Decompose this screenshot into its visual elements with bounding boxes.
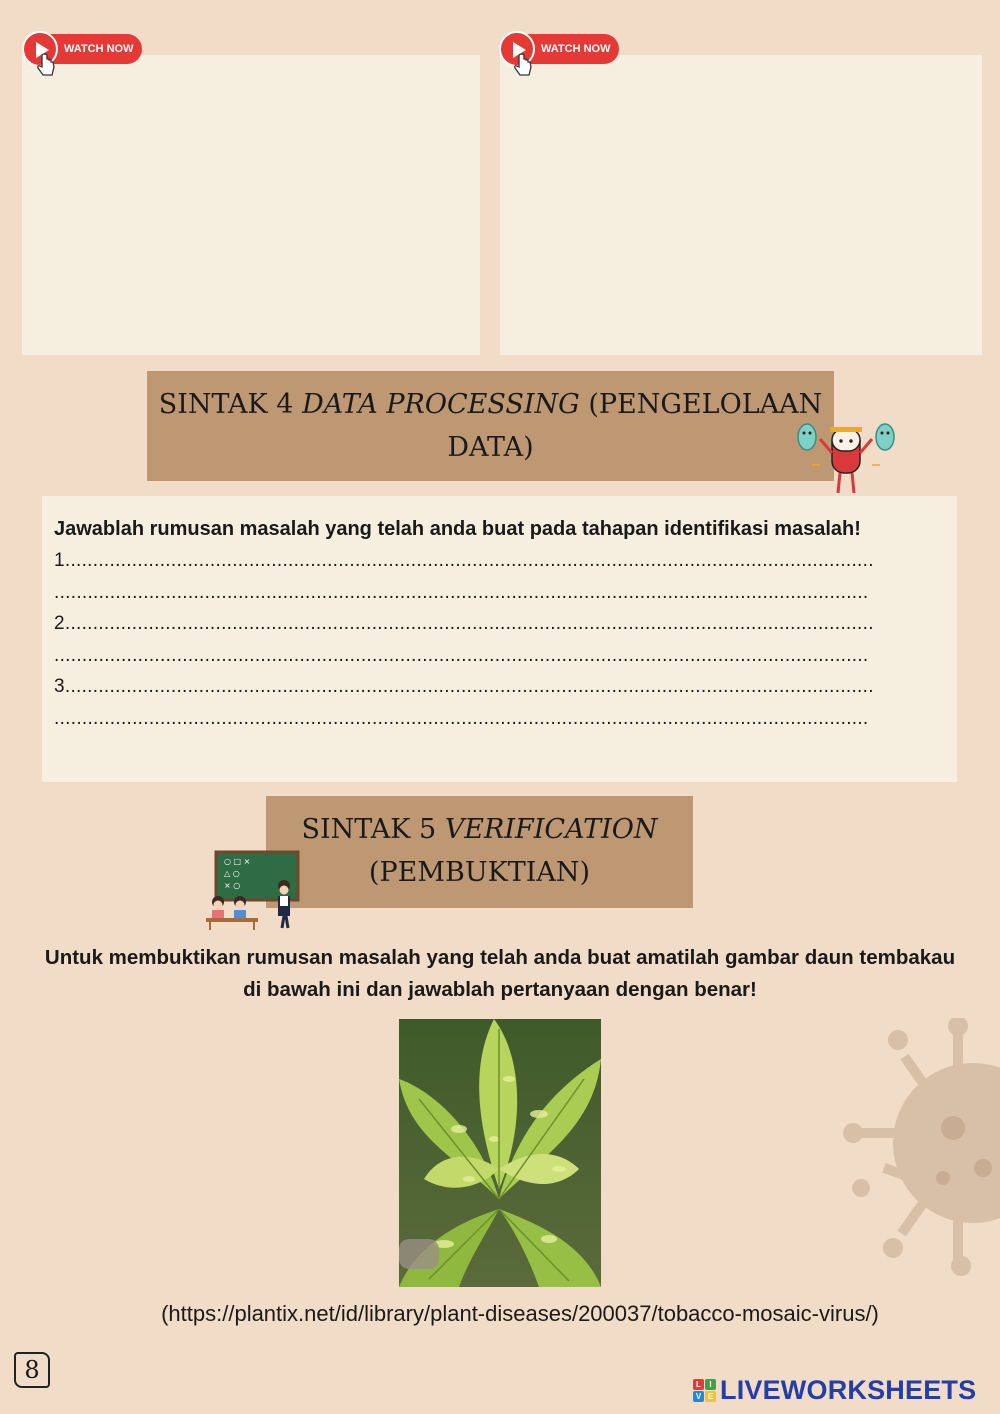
answer-question: Jawablah rumusan masalah yang telah anda buat pada tahapan identifikasi masalah! [54, 518, 861, 540]
answer-line-1a[interactable]: 1................................................................................................................................................. [54, 550, 874, 571]
watch-now-button-2[interactable] [499, 34, 619, 64]
logo-letter-v: V [693, 1391, 704, 1402]
classroom-icon [202, 850, 302, 932]
watch-now-label-1: WATCH NOW [64, 43, 134, 55]
answer-line-3a[interactable]: 3................................................................................................................................................. [54, 676, 874, 697]
liveworksheets-logo-icon [693, 1379, 716, 1402]
tobacco-leaf-image [399, 1019, 601, 1287]
svg-text:× ○: × ○ [224, 881, 241, 890]
answer-line-3b[interactable]: .................................................................................................................................................. [54, 707, 869, 729]
answer-line-2b[interactable]: .................................................................................................................................................. [54, 644, 869, 666]
answer-box [42, 496, 957, 782]
answer-line-1b[interactable]: .................................................................................................................................................. [54, 581, 869, 603]
section-5-suffix: (PEMBUKTIAN) [368, 857, 591, 888]
hand-cursor-icon [38, 54, 54, 75]
bacteria-icon [792, 415, 902, 497]
instruction-text: Untuk membuktikan rumusan masalah yang telah anda buat amatilah gambar daun tembakau di bawah ini dan jawablah pertanyaan dengan benar! [44, 946, 956, 1001]
watch-now-button-1[interactable] [22, 34, 142, 64]
svg-text:△ ○: △ ○ [224, 869, 240, 878]
virus-icon [843, 1018, 1000, 1278]
video-frame-1[interactable] [22, 55, 480, 355]
svg-text:○ □ ×: ○ □ × [224, 857, 251, 866]
watch-now-label-2: WATCH NOW [541, 43, 611, 55]
logo-letter-i: I [705, 1379, 716, 1390]
answer-line-2a[interactable]: 2................................................................................................................................................. [54, 613, 874, 634]
logo-letter-e: E [705, 1391, 716, 1402]
logo-letter-l: L [693, 1379, 704, 1390]
play-icon [499, 31, 535, 67]
section-4-title [147, 371, 834, 481]
section-5-title [266, 796, 693, 908]
play-icon [22, 31, 58, 67]
section-4-suffix: (PENGELOLAAN DATA) [447, 389, 823, 463]
liveworksheets-brand: LIVEWORKSHEETS [720, 1374, 977, 1405]
section-5-prefix: SINTAK 5 [301, 814, 445, 845]
page-number: 8 [14, 1352, 50, 1388]
liveworksheets-logo[interactable] [693, 1374, 976, 1406]
section-4-prefix: SINTAK 4 [158, 389, 303, 420]
hand-cursor-icon [515, 54, 531, 75]
video-frame-2[interactable] [500, 55, 982, 355]
section-4-italic: DATA PROCESSING [302, 389, 580, 420]
image-source-url: (https://plantix.net/id/library/plant-diseases/200037/tobacco-mosaic-virus/) [161, 1301, 879, 1326]
section-5-italic: VERIFICATION [444, 814, 658, 845]
